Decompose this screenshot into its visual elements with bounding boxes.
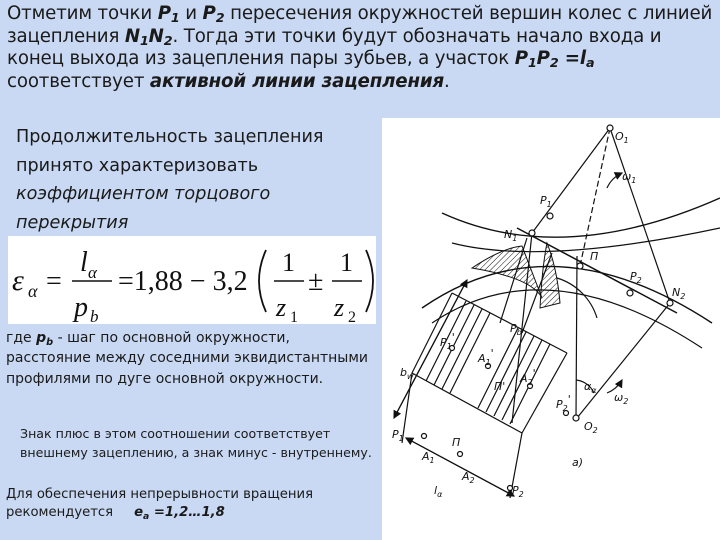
denominator-b: b — [90, 307, 99, 324]
strip-right-edge — [522, 353, 567, 433]
epsilon-symbol: ε — [12, 264, 24, 297]
label-a2-prime: $A_2'$ — [520, 367, 536, 387]
recommended-range: $e_a$ =1,2…1,8 — [134, 505, 225, 523]
intro-text: Продолжительность зацепления принято характеризовать коэффициентом торцового перекрытия — [16, 127, 324, 233]
alpha-subscript: α — [28, 281, 38, 301]
n1n2-term: $N_1N_2$ — [124, 25, 173, 49]
pitch-definition: где $p_b$ - шаг по основной окружности, расстояние между соседними эквидистантными профилями по дуге основной окружности. — [6, 330, 369, 387]
strip-bottom-edge — [412, 373, 522, 433]
plus-minus-sign: ± — [308, 266, 324, 297]
label-omega2: $\omega_2$ — [614, 391, 629, 406]
pitch-circle-lower — [432, 290, 702, 348]
label-a1: $A_1$ — [422, 450, 435, 465]
label-pi-prime: П' — [494, 380, 506, 393]
addendum-circle-upper — [442, 198, 720, 237]
label-bw: $b_w$ — [400, 366, 414, 381]
point-n1 — [529, 230, 535, 236]
label-l-alpha: $l_\alpha$ — [434, 484, 443, 499]
point-p2 — [627, 290, 633, 296]
label-alpha: $\alpha_\alpha$ — [584, 380, 597, 395]
label-p2-bottom: $P_2$ — [512, 484, 524, 499]
overlap-coefficient-term: коэффициентом торцового перекрытия — [16, 184, 271, 233]
one-numerator-1: 1 — [282, 248, 295, 277]
z2-subscript: 2 — [348, 309, 356, 324]
label-p1: $P_1$ — [540, 194, 552, 209]
z1-subscript: 1 — [290, 309, 298, 324]
formula-body: =1,88 − 3,2 — [118, 266, 248, 297]
header-text: Отметим точки $P_1$ и $P_2$ пересечения окружностей вершин колес с линией зацепления $N_1N_2$. Тогда эти точки будут обозначать начало входа и конец выхода из зацепления пары зубьев, а участок $P_1P_2 =l_a$ соответствует активной линии зацепления. — [7, 3, 713, 92]
gear-tooth-hatch-right — [540, 243, 560, 308]
label-a2: $A_2$ — [462, 470, 475, 485]
contact-ratio-formula — [8, 236, 376, 324]
label-pb: $P_b$ — [510, 322, 522, 337]
equals-sign: = — [46, 266, 62, 297]
one-numerator-2: 1 — [340, 248, 353, 277]
label-pi: П — [590, 250, 599, 263]
point-p1 — [547, 213, 553, 219]
numerator-l: l — [80, 247, 88, 278]
label-p2: $P_2$ — [630, 270, 642, 285]
right-paren — [366, 250, 373, 312]
left-paren — [259, 250, 266, 312]
label-n2: $N_2$ — [672, 286, 686, 301]
numerator-alpha: α — [88, 263, 97, 282]
label-o1: $O_1$ — [615, 130, 629, 145]
point-pi — [577, 263, 583, 269]
z2-letter: z — [334, 293, 345, 322]
addendum-circle-lower — [422, 266, 712, 323]
label-n1: $N_1$ — [504, 228, 518, 243]
label-pi-bottom: П — [452, 436, 461, 449]
label-omega1: $\omega_1$ — [622, 170, 637, 185]
gear-mesh-diagram — [382, 118, 720, 540]
center-line-o1-n1 — [532, 128, 610, 233]
formula-box — [8, 236, 376, 324]
label-o2: $O_2$ — [584, 420, 598, 435]
z1-letter: z — [276, 293, 287, 322]
vertical-axis — [576, 256, 577, 418]
label-p1-prime: $P_1'$ — [440, 331, 455, 351]
p1p2-term: $P_1P_2 =l_a$ — [514, 48, 595, 72]
continuity-recommendation: Для обеспечения непрерывности вращения рекомендуется $e_a$ =1,2…1,8 — [6, 487, 314, 523]
point-o2 — [573, 415, 579, 421]
label-p2-prime: $P_2'$ — [556, 393, 571, 413]
header-panel — [0, 0, 720, 118]
figure-label: a) — [572, 456, 584, 469]
point-o1 — [607, 125, 613, 131]
point-n2 — [667, 300, 673, 306]
sign-note: Знак плюс в этом соотношении соответствует внешнему зацеплению, а знак минус - внутреннему. — [20, 426, 372, 460]
label-p1-bottom: $P_1$ — [392, 428, 404, 443]
label-a1-prime: $A_1'$ — [478, 347, 494, 367]
pitch-circle-upper — [452, 228, 720, 252]
denominator-p: p — [74, 292, 88, 323]
active-line-term: активной линии зацепления — [149, 70, 445, 92]
